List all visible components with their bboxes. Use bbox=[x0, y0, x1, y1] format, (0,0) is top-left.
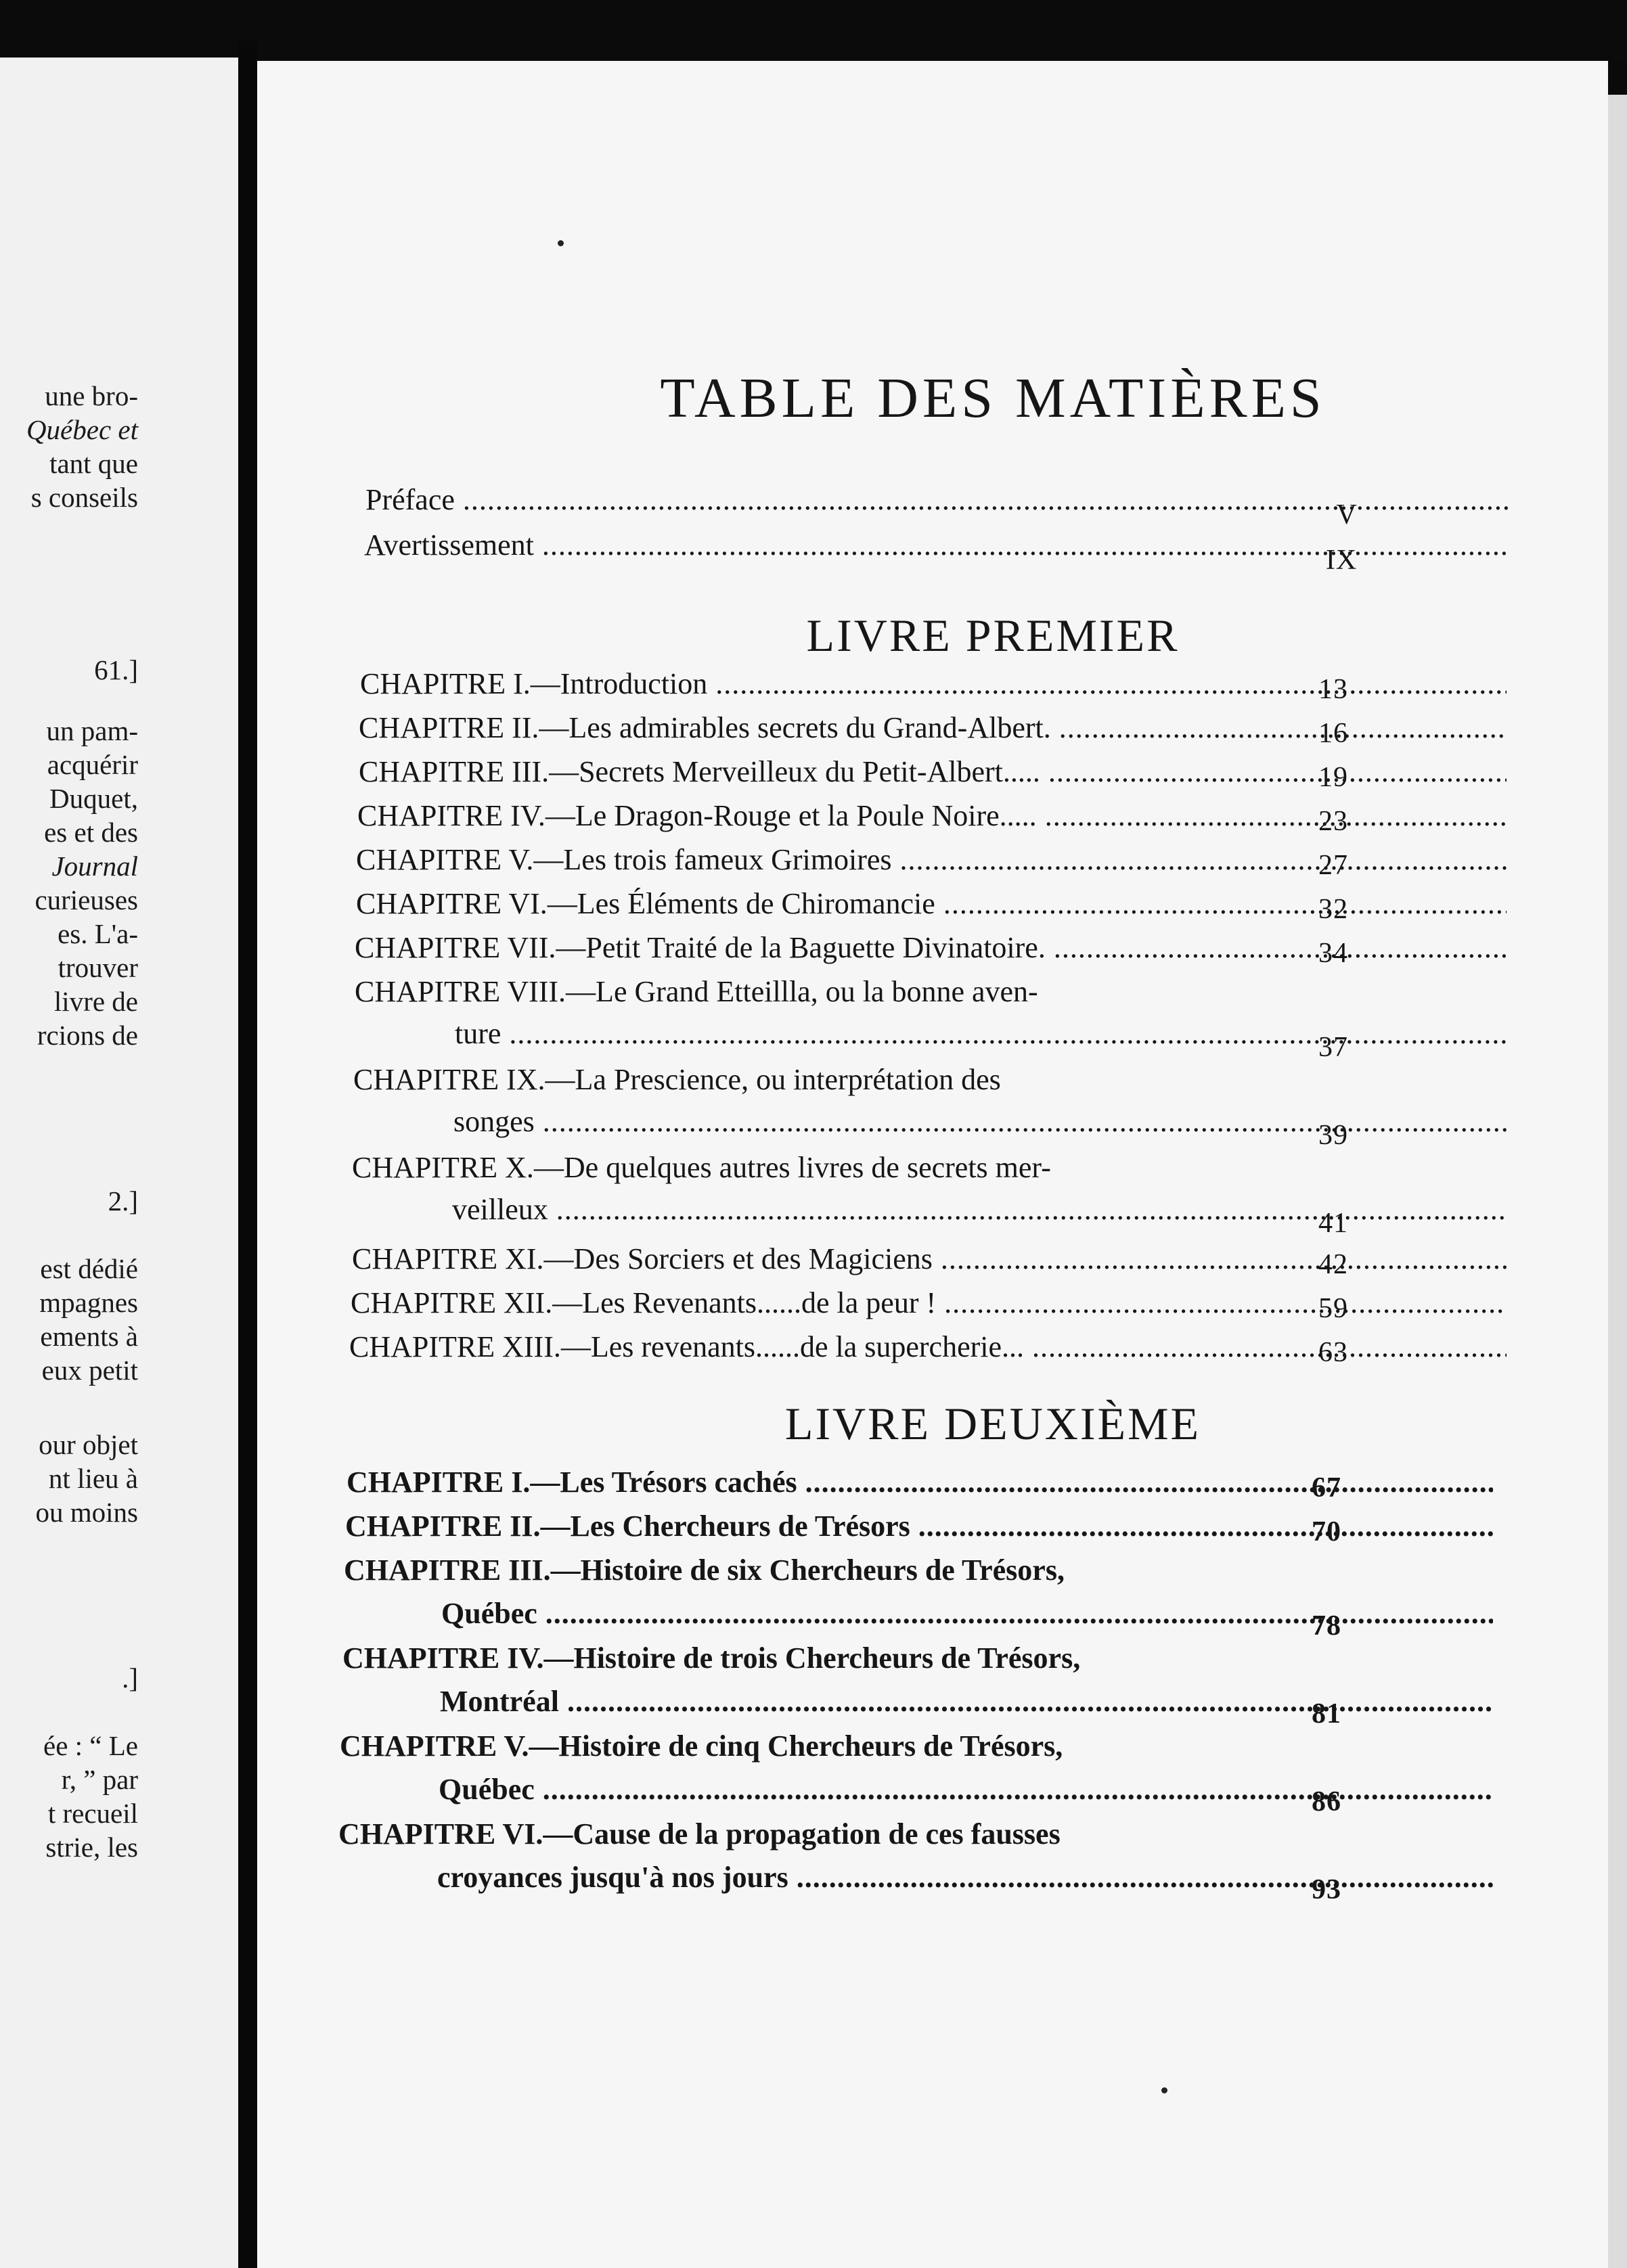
toc-entry-title: CHAPITRE XIII.—Les revenants......de la supercherie... ..... bbox=[349, 1326, 1507, 1368]
left-text-line: une bro- bbox=[45, 380, 138, 411]
left-text-line: 2.] bbox=[108, 1185, 138, 1217]
left-text-line: acquérir bbox=[47, 749, 138, 780]
left-text-line: ements à bbox=[40, 1321, 138, 1352]
toc-entry bbox=[257, 751, 1608, 798]
toc-entry bbox=[257, 1637, 1608, 1729]
toc-entry-title: Préface ..... bbox=[365, 479, 1509, 521]
toc-page-number: 27 bbox=[1318, 850, 1348, 881]
toc-entry-title: CHAPITRE XII.—Les Revenants......de la peur ! ..... bbox=[351, 1282, 1507, 1324]
toc-entry bbox=[257, 795, 1608, 842]
left-text-line: es et des bbox=[44, 817, 138, 848]
left-text-line: r, ” par bbox=[61, 1764, 138, 1795]
toc-page-number: 37 bbox=[1318, 1032, 1348, 1063]
toc-entry bbox=[257, 1461, 1608, 1509]
toc-page-number: V bbox=[1336, 499, 1358, 530]
left-text-line: un pam- bbox=[46, 715, 138, 746]
toc-page-number: 13 bbox=[1318, 674, 1348, 705]
left-text-line: eux petit bbox=[41, 1355, 138, 1386]
left-text-line: 61.] bbox=[94, 654, 138, 685]
toc-page-number: 42 bbox=[1318, 1249, 1348, 1280]
left-text-line: t recueil bbox=[47, 1798, 138, 1829]
toc-page bbox=[257, 61, 1608, 2268]
book-gutter bbox=[238, 41, 257, 2268]
toc-entry-title: CHAPITRE I.—Introduction ..... bbox=[360, 663, 1507, 705]
toc-entry bbox=[257, 883, 1608, 930]
toc-entry-title: CHAPITRE II.—Les Chercheurs de Trésors ..... bbox=[345, 1505, 1493, 1547]
toc-entry-title: CHAPITRE XI.—Des Sorciers et des Magiciens ..... bbox=[352, 1238, 1507, 1280]
page-edge bbox=[1608, 95, 1627, 2268]
toc-page-number: 16 bbox=[1318, 718, 1348, 749]
toc-page-number: 78 bbox=[1312, 1610, 1341, 1641]
left-text-line: Journal bbox=[51, 850, 138, 882]
toc-page-number: 63 bbox=[1318, 1337, 1348, 1368]
left-text-line: nt lieu à bbox=[48, 1463, 138, 1494]
left-text-line: ée : “ Le bbox=[43, 1730, 138, 1761]
toc-entry-continuation: Québec ..... bbox=[441, 1593, 1493, 1635]
left-text-line: es. L'a- bbox=[58, 918, 138, 949]
toc-entry bbox=[257, 927, 1608, 974]
toc-page-number: 70 bbox=[1312, 1516, 1341, 1547]
toc-page-number: 81 bbox=[1312, 1698, 1341, 1729]
toc-entry-title: CHAPITRE IV.—Le Dragon-Rouge et la Poule Noire..... ..... bbox=[357, 795, 1507, 837]
toc-entry bbox=[257, 1813, 1608, 1905]
toc-entry bbox=[257, 663, 1608, 710]
book-two-heading: LIVRE DEUXIÈME bbox=[784, 1398, 1201, 1449]
toc-entry-continuation: ture ..... bbox=[455, 1013, 1507, 1055]
toc-entry bbox=[257, 1505, 1608, 1553]
left-text-line: curieuses bbox=[35, 884, 138, 915]
toc-entry-title: CHAPITRE IV.—Histoire de trois Chercheurs de Trésors, bbox=[342, 1641, 1081, 1675]
toc-page-number: 67 bbox=[1312, 1472, 1341, 1503]
toc-entry-continuation: croyances jusqu'à nos jours ..... bbox=[437, 1857, 1493, 1899]
left-text-line: rcions de bbox=[37, 1020, 138, 1051]
toc-page-number: 32 bbox=[1318, 894, 1348, 925]
toc-entry-title: CHAPITRE VIII.—Le Grand Etteillla, ou la bonne aven- bbox=[355, 975, 1038, 1008]
toc-entry bbox=[257, 1282, 1608, 1330]
left-text-line: our objet bbox=[39, 1429, 138, 1460]
left-text-line: Duquet, bbox=[49, 783, 138, 814]
left-text-line: s conseils bbox=[30, 482, 138, 513]
left-text-line: Québec et bbox=[26, 414, 138, 445]
toc-entry-title: CHAPITRE IX.—La Prescience, ou interprétation des bbox=[353, 1063, 1001, 1096]
left-text-line: tant que bbox=[49, 448, 138, 479]
toc-entry bbox=[257, 971, 1608, 1063]
toc-entry-title: CHAPITRE I.—Les Trésors cachés ..... bbox=[347, 1461, 1493, 1503]
toc-page-number: 59 bbox=[1318, 1293, 1348, 1324]
toc-page-number: 23 bbox=[1318, 806, 1348, 837]
left-text-line: mpagnes bbox=[39, 1287, 138, 1318]
left-text-line: livre de bbox=[53, 986, 138, 1017]
toc-entry-avertissement bbox=[257, 524, 1608, 576]
toc-entry bbox=[257, 1238, 1608, 1286]
page-title: TABLE DES MATIÈRES bbox=[660, 367, 1326, 430]
toc-entry-title: Avertissement ..... bbox=[364, 524, 1507, 566]
toc-page-number: IX bbox=[1325, 545, 1358, 576]
ink-speck bbox=[1161, 2087, 1167, 2093]
toc-entry-title: CHAPITRE VII.—Petit Traité de la Baguette Divinatoire. ..... bbox=[355, 927, 1507, 969]
toc-entry-title: CHAPITRE VI.—Les Éléments de Chiromancie ..... bbox=[356, 883, 1507, 925]
toc-entry bbox=[257, 1059, 1608, 1151]
toc-entry-title: CHAPITRE VI.—Cause de la propagation de ces fausses bbox=[338, 1817, 1061, 1851]
book-one-heading: LIVRE PREMIER bbox=[806, 610, 1180, 661]
toc-entry bbox=[257, 1549, 1608, 1641]
toc-page-number: 41 bbox=[1318, 1208, 1348, 1239]
toc-entry-preface bbox=[257, 479, 1608, 530]
left-text-line: est dédié bbox=[40, 1253, 138, 1284]
toc-entry-title: CHAPITRE III.—Histoire de six Chercheurs de Trésors, bbox=[344, 1553, 1065, 1587]
toc-entry bbox=[257, 707, 1608, 754]
toc-entry bbox=[257, 839, 1608, 886]
toc-entry-title: CHAPITRE III.—Secrets Merveilleux du Petit-Albert..... ..... bbox=[359, 751, 1507, 793]
left-text-line: trouver bbox=[58, 952, 138, 983]
toc-entry-continuation: veilleux ..... bbox=[452, 1189, 1507, 1231]
toc-page-number: 19 bbox=[1318, 762, 1348, 793]
toc-page-number: 86 bbox=[1312, 1786, 1341, 1817]
toc-page-number: 93 bbox=[1312, 1874, 1341, 1905]
left-text-line: ou moins bbox=[35, 1497, 138, 1528]
toc-entry bbox=[257, 1326, 1608, 1374]
toc-entry-title: CHAPITRE V.—Les trois fameux Grimoires ..... bbox=[356, 839, 1507, 881]
toc-entry-continuation: Québec ..... bbox=[439, 1769, 1493, 1811]
toc-entry-title: CHAPITRE II.—Les admirables secrets du Grand-Albert. ..... bbox=[359, 707, 1507, 749]
toc-entry-title: CHAPITRE V.—Histoire de cinq Chercheurs de Trésors, bbox=[340, 1729, 1063, 1763]
toc-entry bbox=[257, 1147, 1608, 1239]
ink-speck bbox=[558, 240, 564, 246]
previous-page-fragment bbox=[0, 58, 238, 2268]
toc-page-number: 39 bbox=[1318, 1120, 1348, 1151]
toc-entry-title: CHAPITRE X.—De quelques autres livres de secrets mer- bbox=[352, 1151, 1051, 1184]
left-text-line: .] bbox=[122, 1662, 138, 1694]
toc-entry-continuation: songes ..... bbox=[453, 1101, 1507, 1143]
toc-page-number: 34 bbox=[1318, 938, 1348, 969]
toc-entry bbox=[257, 1725, 1608, 1817]
left-text-line: strie, les bbox=[45, 1832, 138, 1863]
toc-entry-continuation: Montréal ..... bbox=[440, 1681, 1493, 1723]
